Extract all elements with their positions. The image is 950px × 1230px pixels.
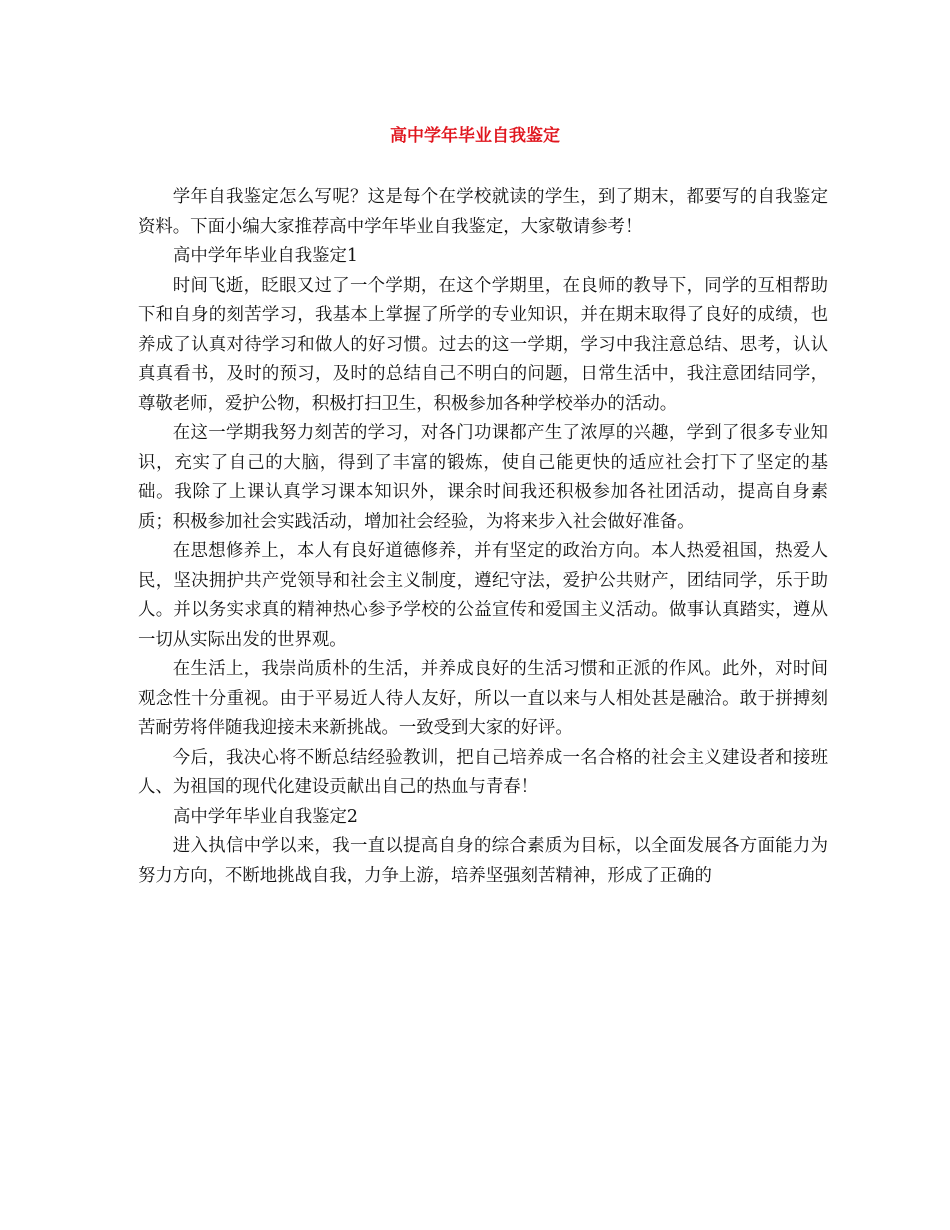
intro-paragraph: 学年自我鉴定怎么写呢？这是每个在学校就读的学生，到了期末，都要写的自我鉴定资料。下面小编大家推荐高中学年毕业自我鉴定，大家敬请参考！ (138, 187, 828, 237)
body-paragraph: 进入执信中学以来，我一直以提高自身的综合素质为目标，以全面发展各方面能力为努力方向，不断地挑战自我，力争上游，培养坚强刻苦精神，形成了正确的 (138, 836, 828, 886)
document-title: 高中学年毕业自我鉴定 (390, 126, 560, 146)
body-paragraph: 今后，我决心将不断总结经验教训，把自己培养成一名合格的社会主义建设者和接班人、为祖国的现代化建设贡献出自己的热血与青春！ (138, 747, 828, 797)
body-paragraph: 在思想修养上，本人有良好道德修养，并有坚定的政治方向。本人热爱祖国，热爱人民，坚决拥护共产党领导和社会主义制度，遵纪守法，爱护公共财产，团结同学，乐于助人。并以务实求真的精神热心参予学校的公益宣传和爱国主义活动。做事认真踏实，遵从一切从实际出发的世界观。 (138, 541, 828, 650)
document-body (138, 183, 828, 891)
section-heading-2: 高中学年毕业自我鉴定2 (173, 806, 358, 827)
body-paragraph: 在生活上，我崇尚质朴的生活，并养成良好的生活习惯和正派的作风。此外，对时间观念性十分重视。由于平易近人待人友好，所以一直以来与人相处甚是融洽。敢于拼搏刻苦耐劳将伴随我迎接未来新挑战。一致受到大家的好评。 (138, 659, 828, 738)
body-paragraph: 在这一学期我努力刻苦的学习，对各门功课都产生了浓厚的兴趣，学到了很多专业知识，充实了自己的大脑，得到了丰富的锻炼，使自己能更快的适应社会打下了坚定的基础。我除了上课认真学习课本知识外，课余时间我还积极参加各社团活动，提高自身素质；积极参加社会实践活动，增加社会经验，为将来步入社会做好准备。 (138, 423, 828, 532)
section-heading-1: 高中学年毕业自我鉴定1 (173, 246, 358, 266)
body-paragraph: 时间飞逝，眨眼又过了一个学期，在这个学期里，在良师的教导下，同学的互相帮助下和自身的刻苦学习，我基本上掌握了所学的专业知识，并在期末取得了良好的成绩，也养成了认真对待学习和做人的好习惯。过去的这一学期，学习中我注意总结、思考，认认真真看书，及时的预习，及时的总结自己不明白的问题，日常生活中，我注意团结同学，尊敬老师，爱护公物，积极打扫卫生，积极参加各种学校举办的活动。 (138, 275, 828, 414)
